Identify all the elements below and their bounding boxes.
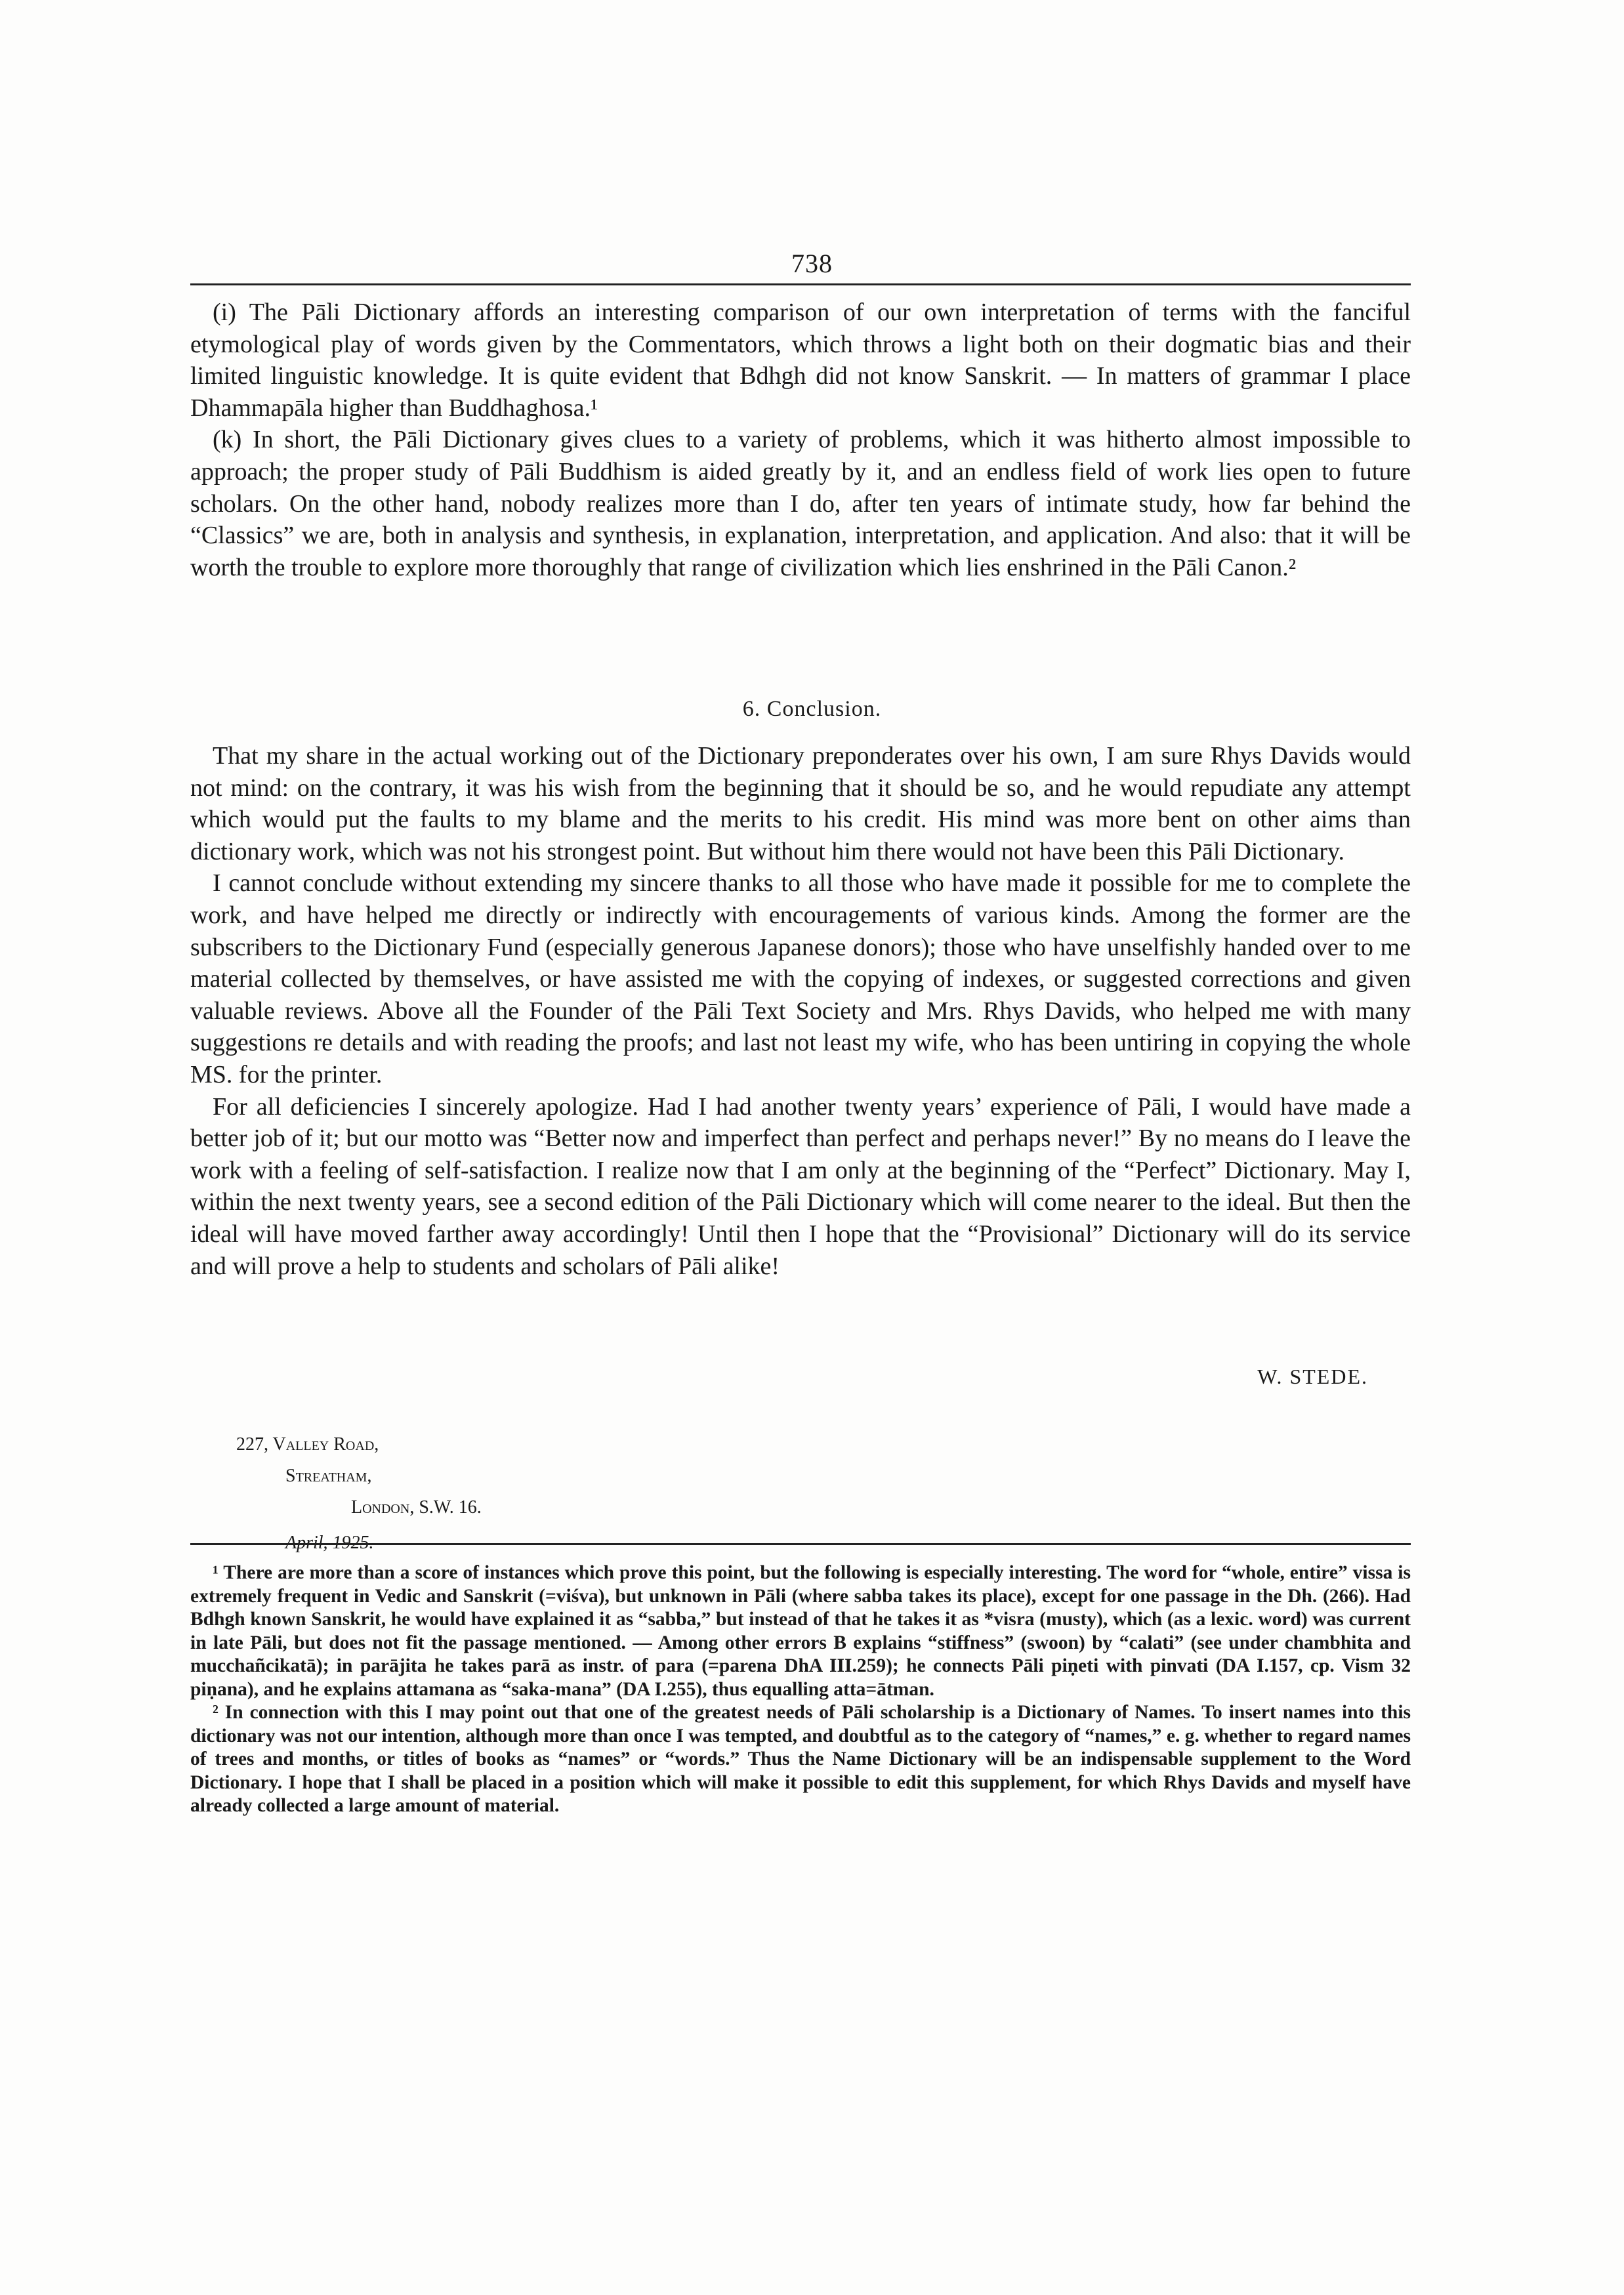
footnote-2: ² In connection with this I may point out that one of the greatest needs of Pāli scholarship is a Dictionary of Names. To insert names into this dictionary was not our intention, although more than once I was tempted, and doubtful as to the category of “names,” e. g. whether to regard names of trees and months, or titles of books as “names” or “words.” Thus the Name Dictionary will be an indispensable supplement to the Word Dictionary. I hope that I shall be placed in a position which will make it possible to edit this supplement, for which Rhys Davids and myself have already collected a large amount of material.	[190, 1702, 1411, 1816]
footnote-1: ¹ There are more than a score of instances which prove this point, but the following is especially interesting. The word for “whole, entire” vissa is extremely frequent in Vedic and Sanskrit (=viśva), but unknown in Pāli (where sabba takes its place), except for one passage in the Dh. (266). Had Bdhgh known Sanskrit, he would have explained it as “sabba,” but instead of that he takes it as *visra (musty), which (as a lexic. word) was current in late Pāli, but does not fit the passage mentioned. — Among other errors B explains “stiffness” (swoon) by “calati” (see under chambhita and mucchañcikatā); in parājita he takes parā as instr. of para (=parena DhA III.259); he connects Pāli piṇeti with pinvati (DA I.157, cp. Vism 32 piṇana), and he explains attamana as “saka-mana” (DA I.255), thus equalling atta=ātman.	[190, 1562, 1411, 1700]
address-line-1: 227, Valley Road,	[236, 1434, 379, 1455]
conclusion-paragraph-1: That my share in the actual working out of the Dictionary preponderates over his own, I am sure Rhys Davids would not mind: on the contrary, it was his wish from the beginning that it should be so, and he would repudiate any attempt which would put the faults to my blame and the merits to his credit. His mind was more bent on other aims than dictionary work, which was not his strongest point. But without him there would not have been this Pāli Dictionary.	[190, 742, 1411, 865]
address-line-3: London, S.W. 16.	[351, 1497, 482, 1518]
footnote-rule	[190, 1543, 1411, 1545]
conclusion-text	[190, 740, 1411, 1282]
conclusion-paragraph-3: For all deficiencies I sincerely apologize. Had I had another twenty years’ experience of Pāli, I would have made a better job of it; but our motto was “Better now and imperfect than perfect and perhaps never!” By no means do I leave the work with a feeling of self-satisfaction. I realize now that I am only at the beginning of the “Perfect” Dictionary. May I, within the next twenty years, see a second edition of the Pāli Dictionary which will come nearer to the ideal. But then the ideal will have moved farther away accordingly! Until then I hope that the “Provisional” Dictionary will do its service and will prove a help to students and scholars of Pāli alike!	[190, 1092, 1411, 1280]
conclusion-paragraph-2: I cannot conclude without extending my sincere thanks to all those who have made it possible for me to complete the work, and have helped me directly or indirectly with encouragements of various kinds. Among the former are the subscribers to the Dictionary Fund (especially generous Japanese donors); those who have unselfishly handed over to me material collected by themselves, or have assisted me with the copying of indexes, or suggested corrections and given valuable reviews. Above all the Founder of the Pāli Text Society and Mrs. Rhys Davids, who helped me with many suggestions re details and with reading the proofs; and last not least my wife, who has been untiring in copying the whole MS. for the printer.	[190, 869, 1411, 1088]
section-heading: 6. Conclusion.	[742, 697, 882, 721]
date-line: April, 1925.	[285, 1533, 374, 1553]
footnotes	[190, 1561, 1411, 1818]
main-text-upper	[190, 297, 1411, 583]
paragraph-k: (k) In short, the Pāli Dictionary gives clues to a variety of problems, which it was hitherto almost impossible to approach; the proper study of Pāli Buddhism is aided greatly by it, and an endless field of work lies open to future scholars. On the other hand, nobody realizes more than I do, after ten years of intimate study, how far behind the “Classics” we are, both in analysis and synthesis, in explanation, interpretation, and application. And also: that it will be worth the trouble to explore more thoroughly that range of civilization which lies enshrined in the Pāli Canon.²	[190, 426, 1411, 581]
page-number: 738	[791, 249, 833, 278]
header-rule	[190, 283, 1411, 285]
paragraph-i: (i) The Pāli Dictionary affords an interesting comparison of our own interpretation of terms with the fanciful etymological play of words given by the Commentators, which throws a light both on their dogmatic bias and their limited linguistic knowledge. It is quite evident that Bdhgh did not know Sanskrit. — In matters of grammar I place Dhammapāla higher than Buddhaghosa.¹	[190, 299, 1411, 422]
author-address	[236, 1429, 482, 1559]
author-signature: W. STEDE.	[1257, 1365, 1368, 1388]
address-line-2: Streatham,	[285, 1466, 372, 1486]
